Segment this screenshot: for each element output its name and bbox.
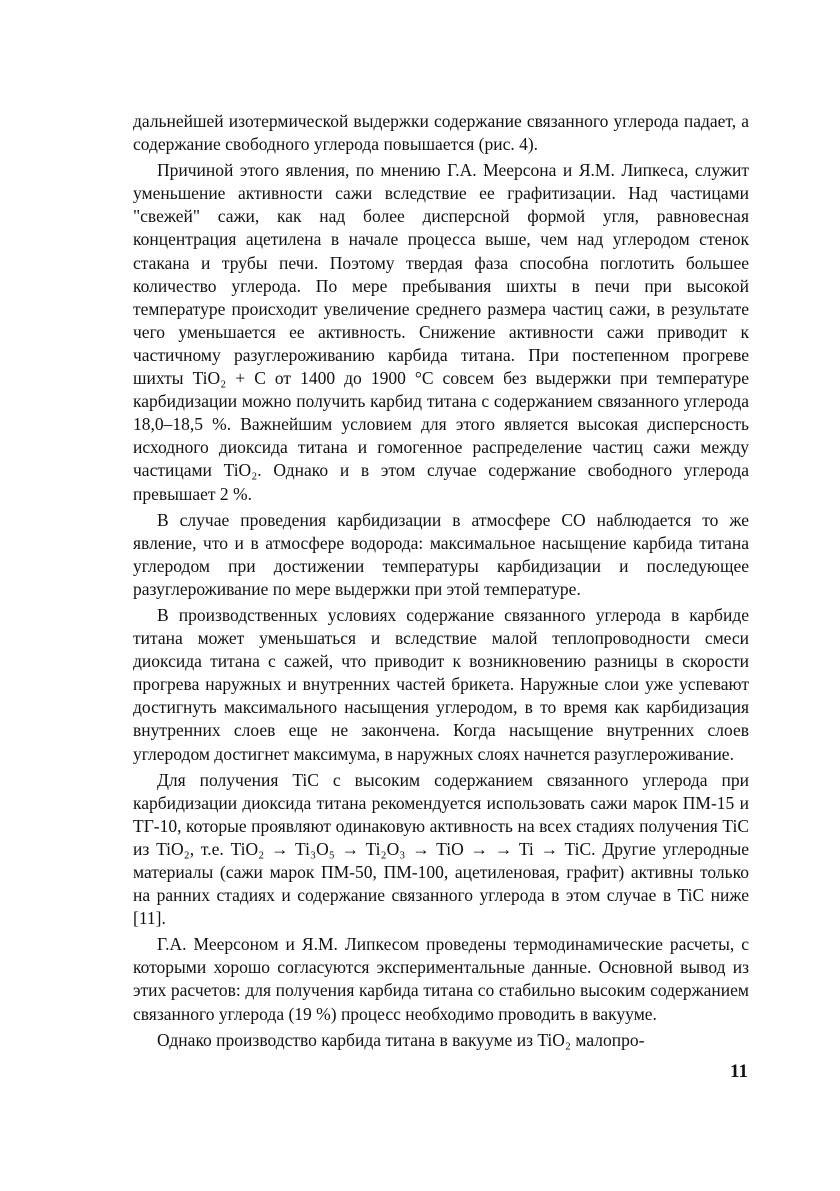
paragraph-soot-grades: Для получения TiC с высоким содержанием связанного углерода при карбидизации диоксида титана рекомендуется использовать сажи марок ПМ-15 и ТГ-10, которые проявляют одинаковую активность на всех стадиях получения TiC из TiO₂, т.е. TiO₂ → Ti₃O₅ → Ti₂O₃ → TiO → → Ti → TiC. Другие углеродные материалы (сажи марок ПМ-50, ПМ-100, ацетиленовая, графит) активны только на ранних стадиях и содержание связанного углерода в этом случае в TiC ниже [11]. [133,769,749,929]
paragraph-thermodynamics: Г.А. Меерсоном и Я.М. Липкесом проведены термодинамические расчеты, с которыми хорошо согласуются экспериментальные данные. Основной вывод из этих расчетов: для получения карбида титана со стабильно высоким содержанием связанного углерода (19 %) процесс необходимо проводить в вакууме. [133,934,749,1024]
paragraph-vacuum: Однако производство карбида титана в вакууме из TiO₂ малопро- [157,1029,645,1050]
paragraph-production-conditions: В производственных условиях содержание связанного углерода в карбиде титана может уменьшаться и вследствие малой теплопроводности смеси диоксида титана с сажей, что приводит к возникновению разницы в скорости прогрева наружных и внутренних частей брикета. Наружные слои уже успевают достигнуть максимального насыщения углеродом, в то время как карбидизация внутренних слоев еще не закончена. Когда насыщение внутренних слоев углеродом достигнет максимума, в наружных слоях начнется разуглероживание. [133,604,749,764]
paragraph-co-atmosphere: В случае проведения карбидизации в атмосфере СО наблюдается то же явление, что и в атмосфере водорода: максимальное насыщение карбида титана углеродом при достижении температуры карбидизации и последующее разуглероживание по мере выдержки при этой температуре. [133,509,749,599]
body-text [133,110,749,1055]
paragraph-cause: Причиной этого явления, по мнению Г.А. Меерсона и Я.М. Липкеса, служит уменьшение активности сажи вследствие ее графитизации. Над частицами "свежей" сажи, как над более дисперсной формой угля, равновесная концентрация ацетилена в начале процесса выше, чем над углеродом стенок стакана и трубы печи. Поэтому твердая фаза способна поглотить большее количество углерода. По мере пребывания шихты в печи при высокой температуре происходит увеличение среднего размера частиц сажи, в результате чего уменьшается ее активность. Снижение активности сажи приводит к частичному разуглероживанию карбида титана. При постепенном прогреве шихты TiO₂ + C от 1400 до 1900 °С совсем без выдержки при температуре карбидизации можно получить карбид титана с содержанием связанного углерода 18,0–18,5 %. Важнейшим условием для этого является высокая дисперсность исходного диоксида титана и гомогенное распределение частиц сажи между частицами TiO₂. Однако и в этом случае содержание свободного углерода превышает 2 %. [133,160,749,504]
paragraph-continuation: дальнейшей изотермической выдержки содержание связанного углерода падает, а содержание свободного углерода повышается (рис. 4). [133,111,749,155]
page-number: 11 [730,1061,748,1082]
